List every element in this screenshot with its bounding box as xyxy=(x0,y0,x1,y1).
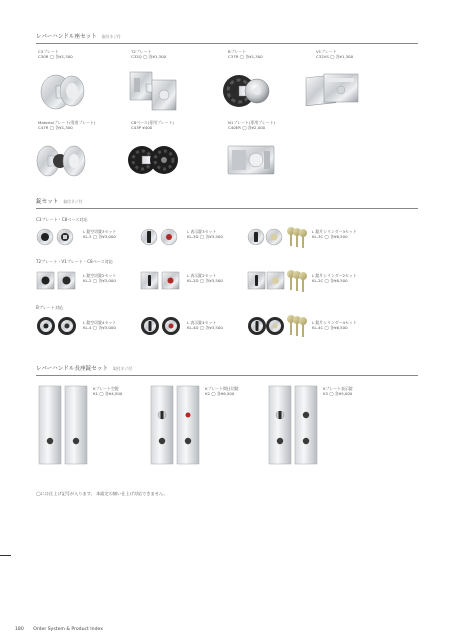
plate-code: C32VS ◯ 各¥1,300 xyxy=(316,54,354,60)
key-label xyxy=(83,320,116,331)
round-plates-image xyxy=(36,227,76,247)
key-label xyxy=(83,229,116,240)
c3-plate-image xyxy=(36,66,86,116)
key-code: KL-3C ◯ 各¥6,500 xyxy=(312,234,348,240)
key-group-label: Bプレート対応 xyxy=(36,305,64,310)
square-indicator-image xyxy=(140,270,182,292)
section-note: 取付ネジ付 xyxy=(101,34,121,39)
long-plate-name: Kプレート間仕切錠 xyxy=(205,386,239,391)
key-label xyxy=(187,229,223,240)
material-plate-image xyxy=(34,137,88,183)
plate-label-v1 xyxy=(316,49,353,60)
k1-plate-image xyxy=(38,385,90,465)
b-cylinder-key-image xyxy=(247,312,307,339)
section-title-keys xyxy=(36,197,82,205)
plate-label-c8-base xyxy=(131,120,174,131)
key-name: L 錠空切錠4セット xyxy=(83,320,117,325)
section-title-text: レバーハンドル長座錠セット xyxy=(36,366,109,372)
square-plates-image xyxy=(36,270,78,292)
indicator-lock-image xyxy=(140,227,180,247)
section-divider xyxy=(36,43,418,44)
long-plate-name: Kプレート空錠 xyxy=(93,386,119,391)
plate-label-t2 xyxy=(131,49,166,60)
b-round-plates-image xyxy=(36,315,78,337)
plate-label-b xyxy=(228,49,263,60)
n1-plate-image xyxy=(226,142,276,178)
plate-label-c3 xyxy=(38,49,73,60)
b-plate-image xyxy=(221,66,273,116)
long-plate-code: K1 ◯ 各¥4,500 xyxy=(93,391,123,397)
k2-plate-image xyxy=(150,385,202,465)
long-plate-name: Kプレート表示錠 xyxy=(323,386,353,391)
plate-code: C37R ◯ 各¥1,300 xyxy=(228,54,263,60)
page-number: 180 xyxy=(15,627,24,632)
plate-label-n1 xyxy=(228,120,275,131)
margin-marker xyxy=(0,555,11,556)
plate-label-material xyxy=(38,120,95,131)
long-plate-code: K3 ◯ 各¥5,000 xyxy=(323,391,353,397)
key-name: L 錠片シリンダー2セット xyxy=(312,273,357,278)
key-label xyxy=(83,273,116,284)
section-divider xyxy=(36,208,418,209)
section-title-lever-long-plates xyxy=(36,364,132,372)
key-label xyxy=(187,320,223,331)
long-plate-code: K2 ◯ 各¥6,500 xyxy=(205,391,235,397)
section-title-text: 錠セット xyxy=(36,199,59,205)
key-code: KL-4C ◯ 各¥6,500 xyxy=(312,325,348,331)
plate-name: N1プレート(専用プレート) xyxy=(228,120,276,125)
footnote: ◯には仕上げ記号が入ります。 本組定の無い仕上げ対応できません。 xyxy=(36,491,168,496)
plate-code: C40ER ◯ 各¥2,000 xyxy=(228,125,266,131)
key-label xyxy=(312,229,357,240)
long-plate-label xyxy=(323,386,353,397)
key-code: KL-3 ◯ 各¥3,000 xyxy=(83,234,116,240)
key-code: KL-4 ◯ 各¥3,000 xyxy=(83,325,116,331)
plate-name: Materialプレート(専用プレート) xyxy=(38,120,96,125)
key-code: KL-4D ◯ 各¥3,500 xyxy=(187,325,223,331)
key-name: L 表示錠2セット xyxy=(187,273,217,278)
v1-plate-image xyxy=(304,68,362,114)
t2-plate-image xyxy=(128,68,180,114)
key-group-label: T2プレート・V1プレート・C8ベース対応 xyxy=(36,259,113,264)
key-label xyxy=(187,273,223,284)
key-code: KL-2C ◯ 各¥6,500 xyxy=(312,278,348,284)
section-note: 取付ネジ付 xyxy=(113,366,133,371)
key-code: KL-2D ◯ 各¥3,500 xyxy=(187,278,223,284)
key-group-label: C3プレート・C8ベース対応 xyxy=(36,217,88,222)
long-plate-label xyxy=(93,386,122,397)
key-label xyxy=(312,320,357,331)
cylinder-key-image xyxy=(247,224,307,250)
key-code: KL-2 ◯ 各¥3,000 xyxy=(83,278,116,284)
plate-code: C30R ◯ 各¥1,300 xyxy=(38,54,73,60)
section-title-text: レバーハンドル座セット xyxy=(36,34,97,40)
plate-name: Bプレート xyxy=(228,49,247,54)
plate-name: C3プレート xyxy=(38,49,59,54)
plate-name: V1プレート xyxy=(316,49,337,54)
plate-code: C43P ¥400 xyxy=(131,125,153,131)
page-title: Order System & Product Index xyxy=(33,627,103,632)
key-label xyxy=(312,273,357,284)
k3-plate-image xyxy=(268,385,320,465)
section-divider xyxy=(36,375,418,376)
plate-name: C8ベース(専用プレート) xyxy=(131,120,174,125)
key-name: L 錠空切錠2セット xyxy=(83,273,117,278)
long-plate-label xyxy=(205,386,239,397)
key-name: L 錠片シリンダー3セット xyxy=(312,229,357,234)
section-note: 取付ネジ付 xyxy=(63,199,83,204)
section-title-lever-handle-plates xyxy=(36,32,121,40)
key-code: KL-3D ◯ 各¥3,500 xyxy=(187,234,223,240)
key-name: L 錠空切錠3セット xyxy=(83,229,117,234)
page-footer xyxy=(15,627,103,632)
c8-base-image xyxy=(126,136,182,184)
plate-code: C32Q ◯ 各¥1,300 xyxy=(131,54,167,60)
plate-code: C47R ◯ 各¥1,300 xyxy=(38,125,73,131)
square-cylinder-key-image xyxy=(247,267,307,294)
key-name: L 錠片シリンダー4セット xyxy=(312,320,357,325)
plate-name: T2プレート xyxy=(131,49,152,54)
key-name: L 表示錠4セット xyxy=(187,320,217,325)
key-name: L 表示錠3セット xyxy=(187,229,217,234)
b-indicator-image xyxy=(140,315,182,337)
